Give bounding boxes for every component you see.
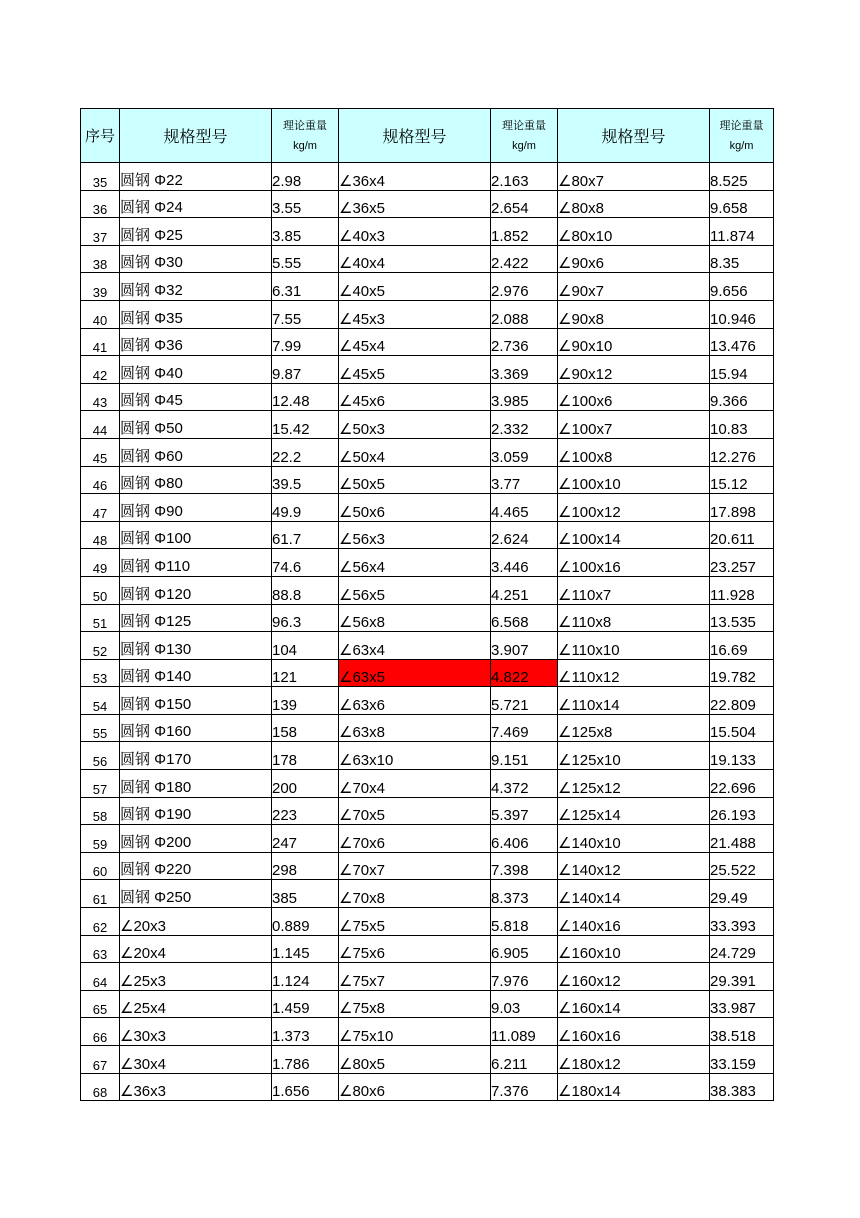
weight-cell-2: 5.818: [491, 908, 558, 936]
row-number: 60: [81, 852, 120, 880]
spec-cell-3: ∠180x14: [558, 1073, 710, 1101]
spec-cell-2: ∠70x7: [339, 852, 491, 880]
row-number: 64: [81, 963, 120, 991]
table-row: [81, 604, 774, 632]
spec-cell-2: ∠50x5: [339, 466, 491, 494]
spec-cell-1: 圆钢 Φ170: [120, 742, 272, 770]
spec-cell-3: ∠160x16: [558, 1018, 710, 1046]
spec-cell-3: ∠90x6: [558, 245, 710, 273]
row-number: 49: [81, 549, 120, 577]
spec-cell-3: ∠125x8: [558, 714, 710, 742]
weight-cell-2: 6.406: [491, 825, 558, 853]
weight-cell-1: 12.48: [272, 383, 339, 411]
row-number: 65: [81, 990, 120, 1018]
spec-cell-1: 圆钢 Φ22: [120, 163, 272, 191]
weight-cell-2: 9.03: [491, 990, 558, 1018]
spec-cell-3: ∠140x14: [558, 880, 710, 908]
row-number: 67: [81, 1046, 120, 1074]
weight-cell-2: 2.332: [491, 411, 558, 439]
weight-cell-3: 20.611: [710, 521, 774, 549]
weight-cell-2: 8.373: [491, 880, 558, 908]
row-number: 38: [81, 245, 120, 273]
header-weight-2: [491, 109, 558, 163]
spec-cell-2: ∠75x6: [339, 935, 491, 963]
row-number: 62: [81, 908, 120, 936]
weight-cell-1: 1.459: [272, 990, 339, 1018]
spec-cell-2: ∠63x6: [339, 687, 491, 715]
spec-cell-1: 圆钢 Φ45: [120, 383, 272, 411]
header-weight-unit: kg/m: [293, 139, 317, 152]
weight-cell-2: 4.822: [491, 659, 558, 687]
weight-cell-2: 3.985: [491, 383, 558, 411]
weight-cell-3: 33.393: [710, 908, 774, 936]
weight-cell-3: 9.658: [710, 190, 774, 218]
weight-cell-3: 22.809: [710, 687, 774, 715]
weight-cell-3: 8.35: [710, 245, 774, 273]
table-row: [81, 438, 774, 466]
header-weight-label: 理论重量: [719, 119, 764, 132]
row-number: 50: [81, 576, 120, 604]
table-row: [81, 273, 774, 301]
spec-cell-2: ∠40x3: [339, 218, 491, 246]
spec-cell-1: 圆钢 Φ25: [120, 218, 272, 246]
row-number: 36: [81, 190, 120, 218]
spec-cell-3: ∠140x10: [558, 825, 710, 853]
spec-cell-3: ∠80x10: [558, 218, 710, 246]
weight-cell-3: 15.12: [710, 466, 774, 494]
table-row: [81, 687, 774, 715]
table-row: [81, 494, 774, 522]
spec-cell-2: ∠50x3: [339, 411, 491, 439]
table-row: [81, 576, 774, 604]
table-row: [81, 521, 774, 549]
spec-cell-3: ∠140x12: [558, 852, 710, 880]
spec-cell-2: ∠75x8: [339, 990, 491, 1018]
weight-cell-1: 1.373: [272, 1018, 339, 1046]
spec-cell-1: 圆钢 Φ60: [120, 438, 272, 466]
row-number: 44: [81, 411, 120, 439]
weight-cell-1: 2.98: [272, 163, 339, 191]
table-row: [81, 659, 774, 687]
spec-cell-2: ∠75x7: [339, 963, 491, 991]
spec-cell-2: ∠80x5: [339, 1046, 491, 1074]
spec-cell-1: 圆钢 Φ250: [120, 880, 272, 908]
weight-cell-3: 11.928: [710, 576, 774, 604]
row-number: 55: [81, 714, 120, 742]
spec-cell-3: ∠110x8: [558, 604, 710, 632]
spec-cell-2: ∠56x5: [339, 576, 491, 604]
weight-cell-1: 7.55: [272, 300, 339, 328]
table-row: [81, 935, 774, 963]
weight-cell-2: 3.446: [491, 549, 558, 577]
weight-cell-3: 11.874: [710, 218, 774, 246]
spec-cell-3: ∠90x10: [558, 328, 710, 356]
weight-cell-2: 2.736: [491, 328, 558, 356]
weight-cell-1: 121: [272, 659, 339, 687]
spec-cell-3: ∠100x10: [558, 466, 710, 494]
weight-cell-3: 10.83: [710, 411, 774, 439]
spec-cell-2: ∠63x4: [339, 632, 491, 660]
spec-cell-3: ∠100x14: [558, 521, 710, 549]
spec-cell-2: ∠75x5: [339, 908, 491, 936]
header-weight-label: 理论重量: [283, 119, 327, 132]
weight-cell-1: 9.87: [272, 356, 339, 384]
spec-cell-2: ∠63x8: [339, 714, 491, 742]
spec-cell-1: ∠25x4: [120, 990, 272, 1018]
weight-cell-1: 223: [272, 797, 339, 825]
weight-cell-3: 15.504: [710, 714, 774, 742]
spec-cell-1: ∠20x4: [120, 935, 272, 963]
table-row: [81, 770, 774, 798]
spec-cell-2: ∠45x5: [339, 356, 491, 384]
weight-cell-2: 4.465: [491, 494, 558, 522]
table-row: [81, 880, 774, 908]
weight-cell-1: 22.2: [272, 438, 339, 466]
row-number: 51: [81, 604, 120, 632]
spec-cell-2: ∠70x8: [339, 880, 491, 908]
spec-cell-3: ∠90x12: [558, 356, 710, 384]
spec-cell-1: 圆钢 Φ32: [120, 273, 272, 301]
weight-cell-1: 1.786: [272, 1046, 339, 1074]
spec-cell-1: 圆钢 Φ50: [120, 411, 272, 439]
weight-cell-3: 13.476: [710, 328, 774, 356]
weight-cell-2: 7.398: [491, 852, 558, 880]
header-weight-1: [272, 109, 339, 163]
weight-cell-2: 3.77: [491, 466, 558, 494]
spec-cell-2: ∠36x4: [339, 163, 491, 191]
weight-cell-1: 49.9: [272, 494, 339, 522]
weight-cell-1: 96.3: [272, 604, 339, 632]
row-number: 47: [81, 494, 120, 522]
header-spec-1: 规格型号: [120, 109, 272, 163]
header-weight-3: [710, 109, 774, 163]
spec-cell-2: ∠70x5: [339, 797, 491, 825]
weight-cell-2: 11.089: [491, 1018, 558, 1046]
weight-cell-3: 12.276: [710, 438, 774, 466]
weight-cell-2: 2.654: [491, 190, 558, 218]
weight-cell-1: 1.124: [272, 963, 339, 991]
spec-cell-2: ∠70x6: [339, 825, 491, 853]
header-row: [81, 109, 774, 163]
weight-cell-3: 26.193: [710, 797, 774, 825]
weight-cell-1: 0.889: [272, 908, 339, 936]
weight-cell-3: 16.69: [710, 632, 774, 660]
row-number: 53: [81, 659, 120, 687]
weight-cell-2: 1.852: [491, 218, 558, 246]
weight-cell-1: 61.7: [272, 521, 339, 549]
spec-cell-2: ∠63x5: [339, 659, 491, 687]
table-row: [81, 383, 774, 411]
spec-cell-1: 圆钢 Φ190: [120, 797, 272, 825]
weight-cell-2: 6.905: [491, 935, 558, 963]
table-row: [81, 411, 774, 439]
weight-cell-3: 10.946: [710, 300, 774, 328]
row-number: 56: [81, 742, 120, 770]
row-number: 39: [81, 273, 120, 301]
weight-cell-3: 23.257: [710, 549, 774, 577]
weight-cell-2: 3.059: [491, 438, 558, 466]
spec-cell-3: ∠100x12: [558, 494, 710, 522]
header-weight-label: 理论重量: [502, 119, 546, 132]
spec-cell-1: 圆钢 Φ30: [120, 245, 272, 273]
table-row: [81, 1018, 774, 1046]
spec-cell-1: 圆钢 Φ200: [120, 825, 272, 853]
spec-cell-1: 圆钢 Φ80: [120, 466, 272, 494]
weight-cell-2: 7.376: [491, 1073, 558, 1101]
weight-cell-2: 9.151: [491, 742, 558, 770]
weight-cell-3: 21.488: [710, 825, 774, 853]
table-row: [81, 466, 774, 494]
header-spec-3: 规格型号: [558, 109, 710, 163]
spec-cell-1: 圆钢 Φ110: [120, 549, 272, 577]
table-row: [81, 963, 774, 991]
spec-cell-3: ∠110x14: [558, 687, 710, 715]
weight-cell-1: 247: [272, 825, 339, 853]
table-row: [81, 300, 774, 328]
spec-cell-1: 圆钢 Φ40: [120, 356, 272, 384]
spec-cell-3: ∠180x12: [558, 1046, 710, 1074]
weight-cell-3: 19.133: [710, 742, 774, 770]
spec-cell-1: ∠20x3: [120, 908, 272, 936]
spec-cell-3: ∠100x6: [558, 383, 710, 411]
spec-cell-2: ∠40x4: [339, 245, 491, 273]
weight-cell-2: 6.211: [491, 1046, 558, 1074]
spec-cell-2: ∠50x4: [339, 438, 491, 466]
spec-cell-1: 圆钢 Φ90: [120, 494, 272, 522]
weight-cell-2: 2.624: [491, 521, 558, 549]
spec-cell-2: ∠70x4: [339, 770, 491, 798]
weight-cell-3: 29.49: [710, 880, 774, 908]
spec-cell-3: ∠100x7: [558, 411, 710, 439]
row-number: 57: [81, 770, 120, 798]
spec-cell-2: ∠40x5: [339, 273, 491, 301]
weight-cell-2: 3.907: [491, 632, 558, 660]
spec-cell-1: ∠30x4: [120, 1046, 272, 1074]
row-number: 63: [81, 935, 120, 963]
spec-cell-1: ∠25x3: [120, 963, 272, 991]
spec-cell-1: 圆钢 Φ35: [120, 300, 272, 328]
row-number: 68: [81, 1073, 120, 1101]
header-seq: 序号: [81, 109, 120, 163]
spec-cell-3: ∠125x12: [558, 770, 710, 798]
spec-cell-3: ∠100x16: [558, 549, 710, 577]
row-number: 54: [81, 687, 120, 715]
spec-cell-1: 圆钢 Φ24: [120, 190, 272, 218]
spec-cell-1: 圆钢 Φ130: [120, 632, 272, 660]
table-row: [81, 714, 774, 742]
weight-cell-3: 29.391: [710, 963, 774, 991]
weight-cell-1: 1.145: [272, 935, 339, 963]
table-row: [81, 356, 774, 384]
header-weight-unit: kg/m: [512, 139, 536, 152]
weight-cell-3: 8.525: [710, 163, 774, 191]
spec-cell-3: ∠160x10: [558, 935, 710, 963]
row-number: 59: [81, 825, 120, 853]
row-number: 46: [81, 466, 120, 494]
weight-cell-2: 7.976: [491, 963, 558, 991]
spec-cell-1: 圆钢 Φ150: [120, 687, 272, 715]
spec-cell-3: ∠90x8: [558, 300, 710, 328]
spec-cell-3: ∠125x10: [558, 742, 710, 770]
weight-cell-1: 5.55: [272, 245, 339, 273]
table-body: [81, 163, 774, 1101]
weight-cell-3: 33.159: [710, 1046, 774, 1074]
spec-cell-3: ∠160x14: [558, 990, 710, 1018]
spec-cell-2: ∠36x5: [339, 190, 491, 218]
table-row: [81, 1073, 774, 1101]
spec-cell-3: ∠90x7: [558, 273, 710, 301]
weight-cell-1: 6.31: [272, 273, 339, 301]
weight-cell-1: 298: [272, 852, 339, 880]
weight-cell-2: 4.372: [491, 770, 558, 798]
steel-weight-table: [80, 108, 774, 1101]
weight-cell-1: 385: [272, 880, 339, 908]
weight-cell-3: 9.366: [710, 383, 774, 411]
spec-cell-1: ∠36x3: [120, 1073, 272, 1101]
spec-cell-3: ∠100x8: [558, 438, 710, 466]
table-row: [81, 825, 774, 853]
weight-cell-1: 1.656: [272, 1073, 339, 1101]
weight-cell-1: 104: [272, 632, 339, 660]
weight-cell-3: 22.696: [710, 770, 774, 798]
spec-cell-1: ∠30x3: [120, 1018, 272, 1046]
weight-cell-2: 5.721: [491, 687, 558, 715]
weight-cell-1: 15.42: [272, 411, 339, 439]
table-row: [81, 190, 774, 218]
weight-cell-1: 39.5: [272, 466, 339, 494]
spec-cell-3: ∠125x14: [558, 797, 710, 825]
row-number: 40: [81, 300, 120, 328]
spec-cell-1: 圆钢 Φ120: [120, 576, 272, 604]
weight-cell-2: 3.369: [491, 356, 558, 384]
weight-cell-3: 15.94: [710, 356, 774, 384]
spec-cell-1: 圆钢 Φ36: [120, 328, 272, 356]
row-number: 37: [81, 218, 120, 246]
spec-cell-2: ∠63x10: [339, 742, 491, 770]
spec-cell-2: ∠50x6: [339, 494, 491, 522]
row-number: 52: [81, 632, 120, 660]
weight-cell-3: 24.729: [710, 935, 774, 963]
spec-cell-1: 圆钢 Φ125: [120, 604, 272, 632]
spec-cell-2: ∠45x3: [339, 300, 491, 328]
weight-cell-2: 2.976: [491, 273, 558, 301]
weight-cell-2: 7.469: [491, 714, 558, 742]
weight-cell-1: 3.55: [272, 190, 339, 218]
table-row: [81, 328, 774, 356]
row-number: 35: [81, 163, 120, 191]
weight-cell-2: 2.163: [491, 163, 558, 191]
spec-cell-3: ∠160x12: [558, 963, 710, 991]
weight-cell-2: 2.422: [491, 245, 558, 273]
table-row: [81, 218, 774, 246]
weight-cell-2: 4.251: [491, 576, 558, 604]
spec-cell-3: ∠110x7: [558, 576, 710, 604]
weight-cell-1: 158: [272, 714, 339, 742]
spec-cell-2: ∠56x3: [339, 521, 491, 549]
spec-cell-3: ∠140x16: [558, 908, 710, 936]
weight-cell-2: 6.568: [491, 604, 558, 632]
row-number: 41: [81, 328, 120, 356]
table-row: [81, 990, 774, 1018]
table-row: [81, 742, 774, 770]
weight-cell-2: 2.088: [491, 300, 558, 328]
weight-cell-3: 9.656: [710, 273, 774, 301]
weight-cell-3: 13.535: [710, 604, 774, 632]
weight-cell-3: 17.898: [710, 494, 774, 522]
row-number: 42: [81, 356, 120, 384]
spec-cell-2: ∠56x8: [339, 604, 491, 632]
spec-cell-1: 圆钢 Φ180: [120, 770, 272, 798]
row-number: 48: [81, 521, 120, 549]
spec-cell-1: 圆钢 Φ100: [120, 521, 272, 549]
row-number: 66: [81, 1018, 120, 1046]
spec-cell-2: ∠80x6: [339, 1073, 491, 1101]
row-number: 61: [81, 880, 120, 908]
table-row: [81, 163, 774, 191]
table-row: [81, 908, 774, 936]
spec-cell-3: ∠80x8: [558, 190, 710, 218]
weight-cell-3: 38.383: [710, 1073, 774, 1101]
row-number: 43: [81, 383, 120, 411]
weight-cell-1: 7.99: [272, 328, 339, 356]
header-spec-2: 规格型号: [339, 109, 491, 163]
spec-cell-3: ∠80x7: [558, 163, 710, 191]
table-row: [81, 245, 774, 273]
weight-cell-1: 139: [272, 687, 339, 715]
weight-cell-1: 74.6: [272, 549, 339, 577]
spec-cell-2: ∠56x4: [339, 549, 491, 577]
weight-cell-3: 19.782: [710, 659, 774, 687]
spec-cell-1: 圆钢 Φ160: [120, 714, 272, 742]
weight-cell-1: 200: [272, 770, 339, 798]
table-row: [81, 852, 774, 880]
weight-cell-3: 33.987: [710, 990, 774, 1018]
spec-cell-3: ∠110x12: [558, 659, 710, 687]
weight-cell-1: 3.85: [272, 218, 339, 246]
spec-cell-3: ∠110x10: [558, 632, 710, 660]
row-number: 45: [81, 438, 120, 466]
table-row: [81, 549, 774, 577]
weight-cell-1: 178: [272, 742, 339, 770]
row-number: 58: [81, 797, 120, 825]
spec-cell-2: ∠45x4: [339, 328, 491, 356]
weight-cell-2: 5.397: [491, 797, 558, 825]
spec-cell-1: 圆钢 Φ140: [120, 659, 272, 687]
weight-cell-3: 38.518: [710, 1018, 774, 1046]
header-weight-unit: kg/m: [729, 139, 754, 152]
weight-cell-1: 88.8: [272, 576, 339, 604]
spec-cell-2: ∠45x6: [339, 383, 491, 411]
spec-cell-2: ∠75x10: [339, 1018, 491, 1046]
weight-cell-3: 25.522: [710, 852, 774, 880]
table-row: [81, 632, 774, 660]
spec-cell-1: 圆钢 Φ220: [120, 852, 272, 880]
table-row: [81, 797, 774, 825]
table-row: [81, 1046, 774, 1074]
